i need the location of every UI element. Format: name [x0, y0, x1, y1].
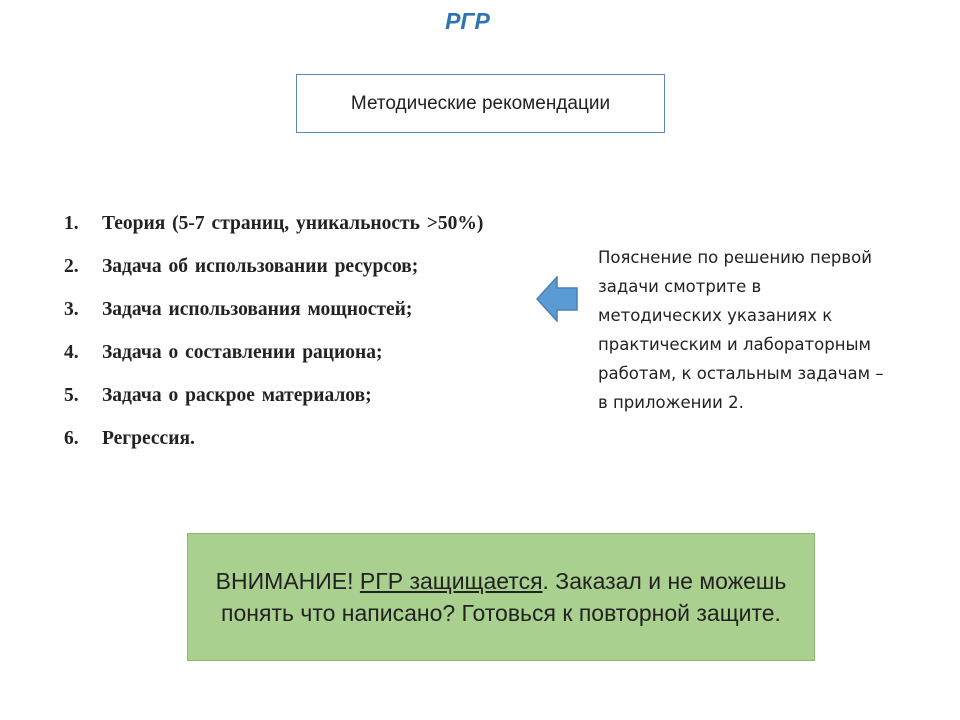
list-item-number: 1. [64, 213, 79, 234]
attention-text [212, 565, 790, 629]
left-arrow-icon [536, 276, 578, 322]
list-item-text: Задача об использовании ресурсов; [102, 256, 419, 277]
attention-underlined: РГР защищается [359, 568, 543, 594]
list-item-text: Задача о раскрое материалов; [102, 385, 372, 406]
list-item-number: 4. [64, 342, 79, 363]
list-item [64, 202, 526, 245]
attention-box [187, 533, 815, 661]
attention-suffix: . Заказал и не можешь понять что написано? Готовься к повторной защите. [221, 568, 787, 626]
list-item-text: Задача использования мощностей; [102, 299, 413, 320]
note-text: Пояснение по решению первой задачи смотрите в методических указаниях к практическим и лабораторным работам, к остальным задачам – в приложении 2. [598, 248, 884, 412]
list-item-text: Теория (5-7 страниц, уникальность >50%) [102, 213, 484, 234]
list-item-number: 6. [64, 428, 79, 449]
list-item [64, 331, 526, 374]
attention-prefix: ВНИМАНИЕ! [215, 568, 360, 594]
list-item-number: 2. [64, 256, 79, 277]
task-list [64, 202, 526, 460]
list-item-text: Регрессия. [102, 428, 195, 449]
list-item [64, 417, 526, 460]
list-item-text: Задача о составлении рациона; [102, 342, 383, 363]
list-item [64, 245, 526, 288]
page-title: РГР [445, 8, 490, 34]
list-item-number: 5. [64, 385, 79, 406]
list-item [64, 288, 526, 331]
subtitle-text: Методические рекомендации [350, 92, 611, 114]
subtitle-box [296, 74, 665, 133]
list-item-number: 3. [64, 299, 79, 320]
list-item [64, 374, 526, 417]
